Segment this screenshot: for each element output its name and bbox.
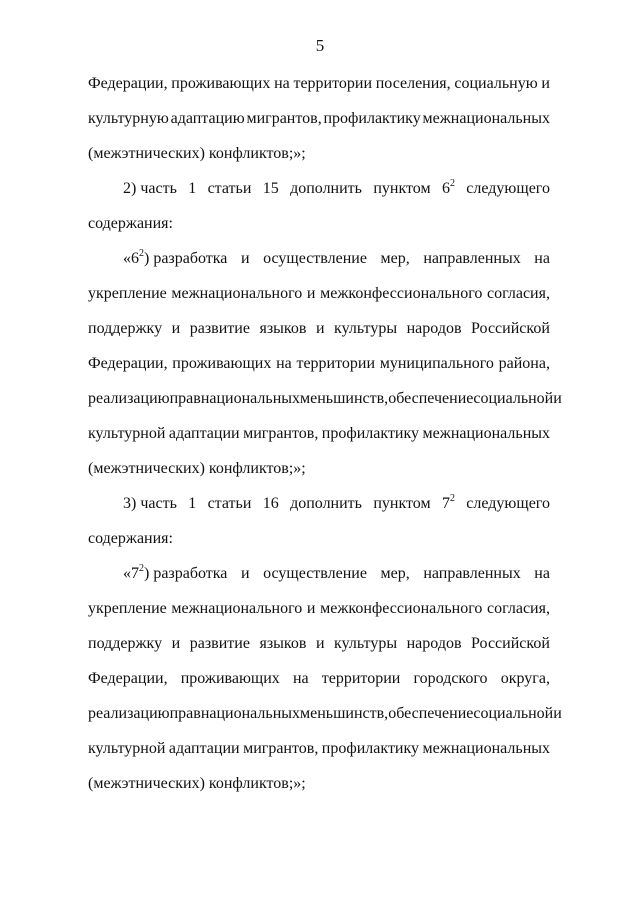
- point-reference: «$7^2$) разработка: [123, 562, 228, 582]
- text-line: культурной адаптации мигрантов, профилактику межнациональных: [88, 425, 550, 442]
- text-line: культурную адаптацию мигрантов, профилактику межнациональных: [88, 110, 550, 127]
- paragraph-5-line: «$7^2$) разработка и осуществление мер, направленных на: [123, 562, 550, 582]
- text-line: (межэтнических) конфликтов;»;: [88, 145, 306, 162]
- paragraph-2-line: 2) часть 1 статьи 15 дополнить пунктом $6^2$ следующего: [123, 177, 550, 197]
- point-reference: $7^2$: [441, 492, 455, 512]
- text-line: реализацию прав национальных меньшинств, обеспечение социальной и: [88, 705, 562, 722]
- point-reference: $6^2$: [441, 177, 455, 197]
- text-line: укрепление межнационального и межконфессионального согласия,: [88, 600, 550, 617]
- text-line: культурной адаптации мигрантов, профилактику межнациональных: [88, 740, 550, 757]
- text-line: поддержку и развитие языков и культуры народов Российской: [88, 635, 550, 652]
- text-line: содержания:: [88, 215, 173, 232]
- text-line: Федерации, проживающих на территории поселения, социальную и: [88, 75, 550, 92]
- paragraph-3-line: «$6^2$) разработка и осуществление мер, направленных на: [123, 247, 550, 267]
- point-reference: «$6^2$) разработка: [123, 247, 228, 267]
- text-line: поддержку и развитие языков и культуры народов Российской: [88, 320, 550, 337]
- text-line: реализацию прав национальных меньшинств, обеспечение социальной и: [88, 390, 562, 407]
- text-line: содержания:: [88, 530, 173, 547]
- text-line: (межэтнических) конфликтов;»;: [88, 775, 306, 792]
- paragraph-4-line: 3) часть 1 статьи 16 дополнить пунктом $7^2$ следующего: [123, 492, 550, 512]
- text-line: Федерации, проживающих на территории муниципального района,: [88, 355, 550, 372]
- text-line: (межэтнических) конфликтов;»;: [88, 460, 306, 477]
- text-line: укрепление межнационального и межконфессионального согласия,: [88, 285, 550, 302]
- text-line: Федерации, проживающих на территории городского округа,: [88, 670, 550, 687]
- page-number: 5: [315, 36, 325, 55]
